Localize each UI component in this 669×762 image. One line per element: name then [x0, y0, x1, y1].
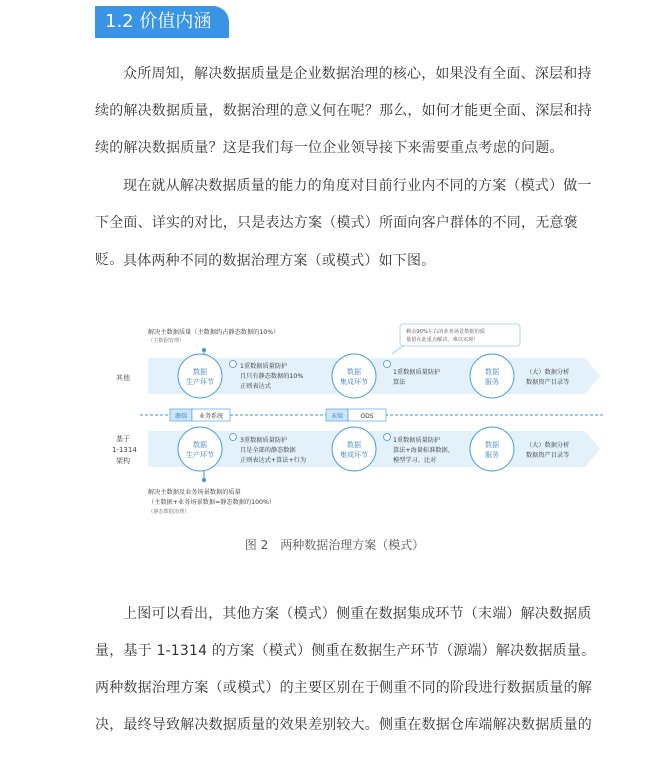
- shield-icon: [230, 361, 237, 368]
- shield-icon: [384, 434, 391, 441]
- b-integ-desc-l2: 算法+海量标准数据、: [393, 447, 454, 454]
- shield-icon: [384, 361, 391, 368]
- b-integ-desc-l1: 1重数据质量防护: [393, 437, 441, 444]
- other-svc-node: [470, 354, 514, 398]
- b-prod-node: [178, 427, 222, 471]
- other-integ-node: [332, 354, 376, 398]
- other-prod-node-l1: 数据: [193, 368, 207, 376]
- figure-caption: 图 2 两种数据治理方案（模式）: [244, 538, 425, 552]
- b-integ-node: [332, 427, 376, 471]
- bottom-note-l1: 解决主数据及业务场景数据的质量: [148, 489, 241, 496]
- b-svc-node-l1: 数据: [485, 441, 499, 449]
- paragraph-3: 具体两种不同的数据治理方案（或模式）如下图。: [123, 253, 436, 269]
- row-label-other: 其他: [116, 374, 130, 382]
- b-integ-node-l2: 集成环节: [340, 451, 368, 459]
- bottom-note-l3: （静态数据治理）: [148, 509, 190, 515]
- paragraph-1: 众所周知，解决数据质量是企业数据治理的核心，如果没有全面、深层和持续的解决数据质量，数据治理的意义何在呢？那么，如何才能更全面、深层和持续的解决数据质量？这是我们每一位企业领导接下来需要重点考虑的问题。: [95, 66, 592, 156]
- other-prod-node-l2: 生产环节: [186, 378, 214, 386]
- end-label: ODS: [360, 413, 374, 420]
- b-svc-desc-l1: （大）数据分析: [526, 442, 570, 449]
- callout-line1: 剩余90%左右的业务场景数据的质: [406, 329, 485, 335]
- other-integ-desc-l1: 1重数据质量防护: [393, 369, 441, 376]
- bottom-note-l2: （主数据+业务场景数据=静态数据的100%）: [148, 499, 276, 506]
- other-integ-desc-l2: 算法: [393, 379, 406, 386]
- top-note-line1: 解决主数据质量（主数据约占静态数据的10%）: [148, 329, 280, 336]
- b-prod-node-l2: 生产环节: [186, 451, 214, 459]
- other-prod-desc-l3: 正则表达式: [240, 383, 271, 390]
- callout-line2: 量留在此重点解决，难以实现！: [406, 337, 479, 343]
- bottom-note-dot: [202, 478, 206, 482]
- paragraph-2: 现在就从解决数据质量的能力的角度对目前行业内不同的方案（模式）做一下全面、详实的对比，只是表达方案（模式）所面向客户群体的不同，无意褒贬。: [95, 178, 592, 268]
- other-prod-desc-l1: 1重数据质量防护: [240, 363, 288, 370]
- other-svc-desc-l2: 数据资产目录等: [526, 379, 570, 386]
- b-svc-node-l2: 服务: [485, 451, 499, 459]
- paragraph-4: 上图可以看出，其他方案（模式）侧重在数据集成环节（末端）解决数据质量，基于 1-1314 的方案（模式）侧重在数据生产环节（源端）解决数据质量。两种数据治理方案（或模式）的主要区别在于侧重不同的阶段进行数据质量的解决，最终导致解决数据质量的效果差别较大。侧重在数据仓库端解决数据质量的: [95, 606, 596, 733]
- b-integ-node-l1: 数据: [347, 441, 361, 449]
- b-prod-node-l1: 数据: [193, 441, 207, 449]
- other-prod-desc-l2: 且只有静态数据的10%: [240, 373, 304, 380]
- src-tag: 源端: [174, 413, 188, 420]
- src-label: 业务系统: [198, 413, 224, 420]
- row-label-1314-l3: 架构: [116, 457, 130, 465]
- other-svc-desc-l1: （大）数据分析: [526, 369, 570, 376]
- section-heading: 1.2 价值内涵: [95, 6, 229, 38]
- b-integ-desc-l3: 模型学习、比对: [393, 457, 437, 464]
- shield-icon: [230, 434, 237, 441]
- other-integ-node-l1: 数据: [347, 368, 361, 376]
- other-svc-node-l1: 数据: [485, 368, 499, 376]
- row-label-1314-l1: 基于: [116, 435, 130, 443]
- b-svc-node: [470, 427, 514, 471]
- end-tag: 末端: [330, 413, 344, 420]
- other-svc-node-l2: 服务: [485, 378, 499, 386]
- b-svc-desc-l2: 数据资产目录等: [526, 452, 570, 459]
- b-prod-desc-l2: 且是全部的静态数据: [240, 447, 296, 454]
- diagram-svg: [100, 318, 610, 523]
- governance-diagram: [100, 318, 610, 523]
- other-prod-node: [178, 354, 222, 398]
- top-note-line2: （主数据管理）: [148, 338, 185, 344]
- callout-connector: [392, 345, 404, 354]
- top-note-dot: [202, 348, 206, 352]
- b-prod-desc-l3: 正则表达式+算法+行为: [240, 457, 307, 464]
- row-label-1314-l2: 1-1314: [112, 446, 137, 454]
- other-integ-node-l2: 集成环节: [340, 378, 368, 386]
- b-prod-desc-l1: 3重数据质量防护: [240, 437, 288, 444]
